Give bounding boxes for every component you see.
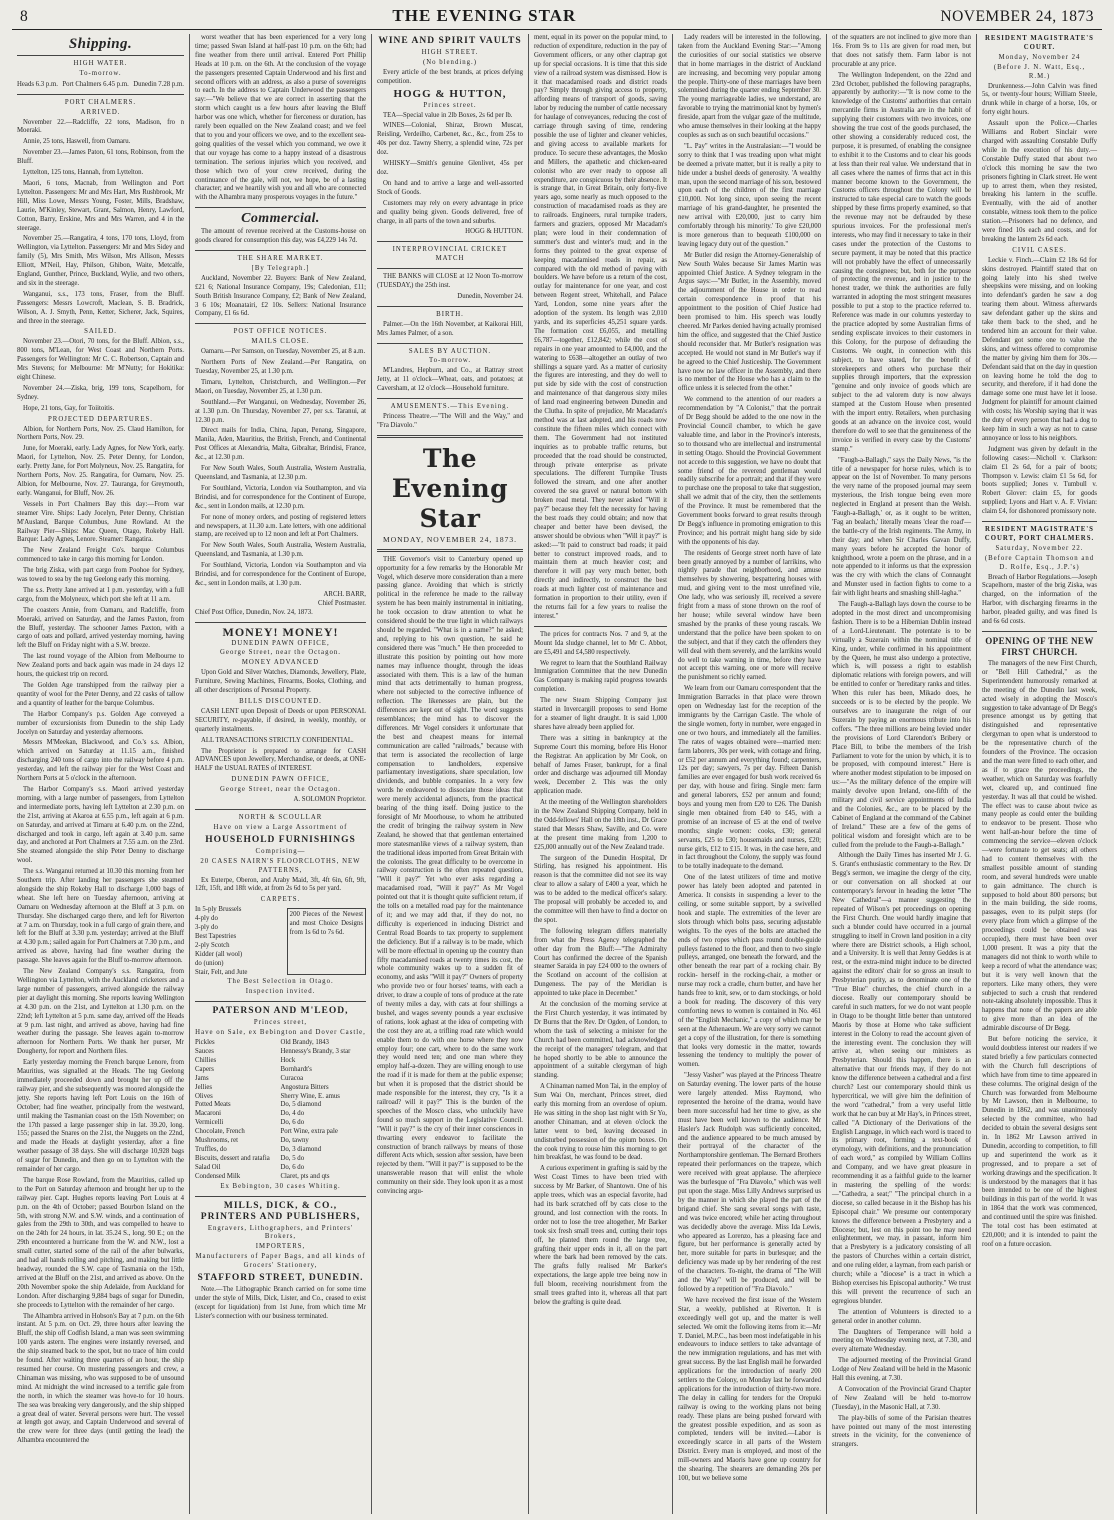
column-news-2 (672, 34, 826, 1514)
divider (377, 435, 523, 438)
church-heading: OPENING OF THE NEW FIRST CHURCH. (985, 636, 1094, 657)
news-paragraph: A curious experiment in grafting is said by the West Coast Times to have been tried with success by Mr Barker, of Shantown. One of his apple trees, which was an especial favorite, had had its bark scratched off by cats close to the ground, and lost connection with the roots. In order not to lose the tree altogether, Mr Barker took six fresh small trees and, cutting their tops off, he planted them round the large tree, grafting their upper ends in it, all on the part where the bark had been removed by the cats. The grafts fully realised Mr Barker's expectations, the large apple tree being now in full bloom, receiving nourishment from the small trees grafted into it, whereas all that part below the grafting is quite dead. (534, 1165, 667, 1306)
postmaster-signature: ARCH. BARR, (323, 590, 366, 598)
divider (982, 631, 1097, 632)
comprising-label: Comprising— (255, 847, 306, 855)
dateline: Dunedin, November 24. (457, 292, 523, 300)
article-paragraph: The coasters Annie, from Oamaru, and Radcliffe, from Moeraki, arrived on Saturday, and the James Paxton, from the Bluff, yesterday. The schooner James Paxton, with a cargo of oats and pollard, arrived yesterday morning, having left the Bluff on Friday night with a S.W. breeze. (17, 606, 184, 650)
tide-dunedin: Dunedin 7.28 p.m. (133, 80, 184, 88)
news-paragraph: The prices for contracts Nos. 7 and 9, at the Mount Ida sludge channel, let to Mr C. Abbot, are £5,491 and £4,580 respectively. (534, 630, 667, 656)
goods-item: Capers (195, 1065, 214, 1073)
article-paragraph: The New Zealand Freight Co's. barque Columbus commenced to take in cargo this morning for London. (17, 547, 184, 564)
carpet-item: Stair, Felt, and Jute (195, 968, 248, 976)
editorial-paragraph: ment, equal in its power on the popular mind, to reduction of expenditure, reduction in the pay of Government officers, or any other claptrap got up for special occasions. It is time that this side view of a railroad system was dismissed. How is it that macadamised roads and district roads pay? Simply through giving access to property, affording means of transport of goods, saving labor by reducing the number of cattle necessary for haulage of conveyances, reducing the cost of carriage through saving of time, rendering possible the use of lighter and cleaner vehicles, and giving access to available markets for produce. To secure these advantages, the Mosko and Millers, the apathetic and chicken-eared colonist who are ever ready to oppose all expenditure, are conspicuous by their absence. It is strange that, in Great Britain, only forty-five years ago, some nearly as much opposed to the construction of macadamised roads as they are to railroads. Engineers, rural turnpike traders, farmers and graziers, opposed Mr Macadam's plan; were loud in their condemnation of summer's dust and winter's mud; and in the forms they pointed to the great expense of keeping macadamised roads in repair, as compared with the old method of paving with boulders. We have before us a return of the cost, outlay for maintenance for one year, and cost between Regent street, Whitehall, and Palace Yard, London, some nine years after the adoption of the system. Its length was 2,010 yards, and its superficies 45,251 square yards. The formation cost £6,055, and metalling £6,787—together, £12,842; while the cost of repairs in one year amounted to £4,000, and the watering to £638—altogether an outlay of two shillings a square yard. As a matter of curiosity the figures are interesting, and they do well to put side by side with the cost of construction and maintenance of that dangerous sixty miles of land road engineering between Dunedin and the Clutha. In spite of prejudice, Mr Macadam's method was at last adopted, and his roads now constitute the fifteen miles which connect with them. The Government had not instituted inquiries as to probable traffic returns, but proceeded that the road should be constructed, through private enterprise as private speculations. The different Turnpike Trusts followed the stream, and one after another covered the sea gravel or natural bottom with broken road metal. They never asked "Will it pay?" because they felt the necessity for having the best roads they could obtain; and now that cheaper and better have been devised, the answer should be obvious when "Will it pay?" is asked:—"It paid to construct bad roads; it paid better to construct improved roads, and to maintain them at much heavier cost; and therefore it will pay very much better, both directly and indirectly, to construct the best roads at much lighter cost of maintenance and formation in proportion to their utility, even if the returns fail for a few years to realise the interest." (534, 34, 667, 620)
news-paragraph: We commend to the attention of our readers a recommendation by "A Colonist," that the portrait of Dr Begg should be added to the one now in the Provincial Council chamber, to which he gave valuable time, and labor in the Province's interests, so to thousand who are intellectual and instrumental in setting Otago. Should the Provincial Government not accede to this suggestion, we have no doubt that some friend of the reverend gentleman would readily subscribe for a portrait; and that if they were to purchase one the proposal to take that suggestion, shall we admit that of the city, then the settlements of the Province. It must be remembered that the Government books forward to great results through Dr Begg's influence in promoting emigration to this Province; and his portrait might hang side by side with the opponents of his day. (678, 396, 821, 546)
carpet-note: 200 Pieces of the Newest and most Choice Designs from 1s 6d to 7s 6d. (287, 908, 366, 975)
importers-label: IMPORTERS, (255, 1243, 306, 1251)
article-paragraph: The s.s. Pretty Jane arrived at 1 p.m. yesterday, with a full cargo, from the Molyneux, which port she left at 11 a.m. (17, 586, 184, 603)
no-blending-label: (No blending.) (422, 58, 478, 66)
share-market-sub: [By Telegraph.] (251, 264, 310, 272)
news-paragraph: We have received the first issue of the Western Star, a weekly, published at Riverton. It is exceedingly well got up, and the matter is well selected. We omit the following items from it:—Mr T. Daniel, M.P.C., has been most indefatigable in his endeavours to induce settlers to take advantage of the new immigration regulations, and has met with great success. By the last English mail he forwarded applications for the introduction of nearly 200 settlers to the Colony, on Monday last he forwarded applications for the introduction of thirty-two more. The delay in calling for tenders for the Orepuki railway is owing to the working plans not being ready. These plans are being pushed forward with the greatest possible expedition, and as soon as completed, tenders will be invited.—Labor is exceedingly scarce in all parts of the Western District. Every man is employed, and most of the mill-owners and Maoris have gone up country for the shearing. The shearers are demanding 20s per 100, but we believe some (678, 1296, 821, 1482)
article-paragraph: Wanganui, s.s., 173 tons, Fraser, from the Bluff. Passengers: Messrs Lowcroft, Maclean, S. B. Bradrick, Wilson, A. J. Smyth, Penn, Ketter, Sicherer, Jack, Squires, and three in the steerage. (17, 290, 184, 325)
article-paragraph: The Proprietor is prepared to arrange for CASH ADVANCES upon Jewellery, Merchandise, or deeds, at ONE-HALF the USUAL RATES of INTEREST. (195, 747, 366, 773)
high-water-heading: HIGH WATER. (73, 60, 128, 67)
arrived-heading: ARRIVED. (80, 108, 121, 116)
article-paragraph: Maori, 6 tons, Macnab, from Wellington and Port Lyttelton. Passengers: Mr and Mrs Hart, Mrs Rushbrook, Mr Hill, Miss Lowe, Messrs Young, Foster, Mills, Bradshaw, Laurie, M'Kinley, Stewart, Grant, Salmon, Henry, Lawford, Cotton, Barry, Erskine, Mrs and Mrs Warren, and 4 in the steerage. (17, 179, 184, 232)
goods-item: Bornhardt's (280, 1065, 312, 1073)
news-paragraph: Mr Butler did resign the Attorney-Generalship of New South Wales because Sir James Martin was appointed Chief Justice. A Sydney telegram in the Argus says:—"Mr Butler, in the Assembly, moved the adjournment of the House in order to read certain correspondence in proof that his appointment to the position of Chief Justice had been promised to him. His speech was loudly cheered. Mr Parkes denied having actually promised him the office, and suggested that the Chief Justice should reconsider that. Mr Butler's resignation was accepted. He would not stand in Mr Butler's way if he agreed to the Chief Justiceship. The Government have now no law officer in the Assembly, and there is no member of the House who has a claim to the office unless it is selected from the other." (678, 251, 821, 393)
article-paragraph: The Alhambra arrived in Hobson's Bay at 7 p.m. on the 6th instant. At 5 p.m. on Oct. 29, three hours after leaving the Bluff, the ship off Codfish Island, a man was seen swimming 100 yards astern. The engines were instantly reversed, and the ship steamed back to the spot, but no trace of him could be found. After waiting three quarters of an hour, the ship resumed her course. On mustering passengers and crew, a Chinaman was missing, who was supposed to be of unsound mind. At midnight the wind increased to a terrific gale from the north, in which the steamer was hove-to for 10 hours. The sea was breaking very dangerously, and the ship shipped a great deal of water. Several persons were hurt. The vessel at length got away, and Captain Underwood and several of the crew were for three days (until getting the lead) the Alhambra encountered the (17, 1312, 184, 1445)
article-paragraph: The amount of revenue received at the Customs-house on goods cleared for consumption this day, was £4,229 14s 7d. (195, 228, 366, 245)
article-paragraph: For none of money orders, and posting of registered letters and newspapers, at 11.30 a.m. Late letters, with one additional stamp, are received up to 12 noon and left at Port Chalmers. (195, 513, 366, 539)
issue-date: NOVEMBER 24, 1873 (940, 8, 1094, 25)
column-shipping (12, 34, 189, 1514)
article-paragraph: Northern Ports of New Zealand.—Per Rangatira, on Tuesday, November 25, at 1.30 p.m. (195, 359, 366, 375)
divider (195, 1001, 366, 1002)
article-paragraph: For New South Wales, South Australia, Western Australia, Queensland, and Tasmania, at 1.30 p.m. (195, 542, 366, 559)
goods-item: Salad Oil (195, 1163, 221, 1171)
article-paragraph: The New Zealand Company's s.s. Rangatira, from Wellington via Lyttelton, with the Auckland cricketers and a large number of passengers, arrived alongside the railway pier at daylight this morning. She reports leaving Wellington at 4.30 p.m. on the 21st, and Lyttelton at 1.30 p.m. on the 22nd; left Lyttelton at 5 p.m. same day, arrived off the Heads at 9 p.m. last night, and arrived as above, having had fine weather during the passage. She leaves again to-morrow afternoon for Northern Ports. We thank her purser, Mr Dougherty, for report and Northern files. (17, 968, 184, 1056)
court-paragraph: Leckie v. Finch.—Claim £2 18s 6d for skins destroyed. Plaintiff stated that on going lately into his shed twelve sheepskins were missing, and on looking into defendant's garden he saw a dog tearing them about. Witness afterwards saw defendant gather up the skins and take them back to the shed, and he tendered him an account for their value. Defendant got some one to value the skins, and witness offered to compromise the matter by giving him them for 30s.—Defendant said that on the day in question on leaving home he told the dog to security, and therefore, if it had done the damage some one must have let it loose. Judgment for plaintiff for amount claimed with costs; his Worship saying that it was the duty of every person that had a dog to keep him in such a way as not to cause annoyance or loss to his neighbors. (982, 256, 1097, 442)
high-street-label: HIGH STREET. (421, 49, 479, 56)
news-paragraph: The play-bills of some of the Parisian theatres have pointed out many of the most interesting streets in the vicinity, for the convenience of strangers. (832, 1414, 971, 1449)
article-paragraph: Lyttelton, 125 tons, Hannah, from Lyttelton. (23, 169, 144, 177)
news-paragraph: The Wellington Independent, on the 22nd and 23rd October, published the following paragraphs, apparently by authority:—"It is now come to the knowledge of the Customs' authorities that certain mercantile firms in Australia are in the habit of supplying their customers with two invoices, one showing the true cost of the goods purchased, the other showing a considerably reduced cost, the purpose, it is presumed, of enabling the consignee to exhibit it to the Customs and to clear his goods at less than their real value. We understand that in all cases where the names of firms that act in this manner become known to the Government, the Customs officers throughout the Colony will be instructed to take especial care to watch the goods shipped by these firms properly examined, so that the revenue may not be defrauded by these spurious invoices. For the professional men's interests, who may find it necessary to take in their cases under the protection of the Customs to secure payment, it may be noted that this practice will not probably have the effect of unnecessarily causing the consignees; but, both for the purpose of protecting the revenue, and in justice to the honest trader, we think the authorities are fully warranted in adopting the most stringent measures possible to put a stop to the practice referred to. Reference was made in our columns yesterday to the practice adopted by some Australian firms of sending expliscate invoices to their customers in this Colony, for the purpose of defrauding the Customs. We ought, in connection with this subject, to have stated, for the benefit of storekeepers and others who purchase their supplies through importers, that the expression "genuine and only invoice of goods which are subject to the ad valorem duty is now always stamped at the Custom House when presented with the import entry. Retailers, when purchasing goods at an advance on the invoice cost, would therefore do well to see that the genuineness of the invoice is verified in every case by the Customs' stamp." (832, 71, 971, 453)
goods-item: Port Wine, extra pale (280, 1128, 338, 1136)
news-paragraph: A Chinaman named Mon Tai, in the employ of Sum Wai On, merchant, Princes street, died early this morning from an overdose of opium. He was sitting in the shop last night with Sr Yo, another Chinaman, and at eleven o'clock the latter went to bed, leaving deceased in undisturbed possession of the opium boxes. On the cook trying to rouse him this morning to get him breakfast, he was found to be dead. (534, 1083, 667, 1162)
church-paragraph: The managers of the new First Church, or "Bell Hill Cathedral," as the Superintendent humorously remarked at the meeting of the Dunedin last week, acted wisely in adopting the Mosco's suggestion to take advantage of Dr Begg's presence amongst us by getting that distinguished and representative clergyman to open what is understood to be the representative church of the founders of the Province. The occasion and the man were fitted to each other, and as if to grace the proceedings, the weather, which on Saturday was fearfully wet, cleared up, and continued fine yesterday. It was all that could be wished. The effect was to cause about twice as many people as could enter the building to endeavor to be present. Those who went half-an-hour before the time of commencing the service—eleven o'clock—were fortunate to get seats; all others had to content themselves with the smallest possible amount of standing room, and several hundreds were unable to gain admittance. The church is supposed to hold about 800 persons; but in the main building, the side rooms, passages, even to its pulpit steps (for every place from which a glimpse of the proceedings could be obtained was occupied), there must have been over 1,000 present. It was a pity that the managers did not think to worth while to keep a record of what the attendance was; but it is very well known that the reporters. Like many others, they were subjected to such a crush that rendered note-taking absolutely impossible. Thus it happens that none of the papers are able to give more than an idea of the admirable discourse of Dr Begg. (982, 660, 1097, 1033)
divider (195, 622, 366, 623)
carpet-list (195, 906, 366, 977)
court-before: (Before J. N. Watt, Esq., R.M.) (993, 63, 1086, 80)
pawn-office-address: George Street, near the Octagon. (220, 649, 341, 657)
article-paragraph: On hand and to arrive a large and well-assorted Stock of Goods. (377, 179, 523, 196)
amusements-heading: AMUSEMENTS.—This Evening. (390, 403, 510, 411)
article-paragraph: Vessels in Port Chalmers Bay this day:—From war steamer Vire. Ships: Lady Jocelyn, Peter Denny, Christian M'Ausland, Barque Columbus, June Rowland. At the Railway Pier—Ships: Mac Queen, Otago, Rokeby Hall. Barque: Lady Agnes, Lenore. Steamer: Rangatira. (17, 500, 184, 544)
divider (377, 306, 523, 307)
news-paragraph: Although the Daily Times has inserted Mr J. G. S. Grant's enthusiastic commentary to the Rev. Dr Begg's sermon, we imagine the clergy of the city, or our conversation on all shocked at our contemporary's fervour in heading the letter "The New Cathedral"—a manner suggesting the repeated of Wilson's pet proceedings on opening the First Church. One would hardly imagine that such a blunder could have occurred in a journal struggling to itself in Crown land position in a city where there are District schools, a High school, and a University. It is well that Jenny Geddes is at rest, or the extra-mind might induce to be directed against the editors' chair for so gross an insult to Presbyterian purity, as to denominate one of the "True Blue" churches, the chief church in a diocese. Really our contemporary should be careful in such matters, for we do not want people in Otago to be thought little better than untutored Maoris by those at Home who take sufficient interest in the Colony to read the account given of the interesting event. The conclusion they will arrive at, when seeing our ministers as Presbyterian. Should this happen, there is an alternative that our friends may, if they do not know the difference between a cathedral and a first church? Lest our contemporary should think us hypercritical, we will give him the definition of the word "cathedral," from a very useful little work that he can buy at Mr Hay's, in Princes street, called "A Dictionary of the Derivations of the English Language, in which each word is traced to its primary root, forming a text-book of etymology, with definitions, and the pronunciation of each word," as compiled by William Collins and Company, and we have great pleasure in recommending it as a faithful guide to the learner in mastering the spelling of the words:—"Cathedra, a seat;" "The principal church in a diocese, so called because in it the Bishop has his Episcopal chair." We presume our contemporary knows the difference between a Presbytery and a Diocese; but, lest on this point too he may need enlightenment, we may, in passant, inform him that a Presbytery is a judicatory consisting of all the pastors of Churches within a certain district, and one ruling elder, a layman, from each parish or church; while a "diocese" is a tract in which a Bishop exercises his Episcopal authority." We trust this will prevent the recurrence of such an egregious blunder. (832, 852, 972, 1305)
carpet-item: 3-ply do (195, 924, 218, 932)
news-paragraph: We regret to learn that the Southland Railway Immigration Committee that the new Dunedin Gas Company is making rapid progress towards completion. (534, 659, 667, 694)
column-courts (976, 34, 1102, 1514)
paterson-sale-line: Have on Sale, ex Bebington and Dover Castle, (195, 1029, 366, 1037)
projected-heading: PROJECTED DEPARTURES. (48, 415, 153, 423)
news-paragraph: The attention of Volunteers is directed to a general order in another column. (832, 1308, 971, 1325)
divider (534, 626, 667, 627)
article-paragraph: THE BANKS will CLOSE at 12 Noon To-morrow (TUESDAY,) the 25th inst. (377, 273, 523, 290)
divider (195, 809, 366, 810)
money-ad-heading: MONEY! MONEY! (222, 624, 339, 639)
carpets-heading: CARPETS. (260, 896, 301, 904)
goods-item: Old Brandy, 1843 (280, 1039, 329, 1047)
news-paragraph: The surgeon of the Dunedin Hospital, Dr Stirling, has resigned his appointment. His reason is that the committee did not see its way clear to allow a salary of £400 a year, which he was to be added to the medical officer's salary. The proposal will probably be acceded to, and the committee will then have to find a doctor on the spot. (534, 854, 667, 924)
goods-item: Potted Meats (195, 1101, 231, 1109)
news-paragraph: The new Steam Shipping Company just started in Invercargill proposes to send Home for a steamer of light draught. It is said 1,000 shares have already been applied for. (534, 697, 667, 731)
goods-item: Mushrooms, ret (195, 1137, 239, 1145)
goods-item: Sauces (195, 1048, 214, 1055)
article-paragraph: For Southland, Victoria, London via Southampton, and via Brindisi, and for correspondence for the Continent of Europe, &c., sent in London mails, at 12.30 p.m. (195, 484, 366, 510)
news-paragraph: There was a sitting in bankruptcy at the Supreme Court this morning, before His Honor the Registrar. An application by Mr Cook, on behalf of James Fraser, bankrupt, for a final order and discharge was adjourned till Monday week, December 2. This was the only application made. (534, 734, 667, 796)
article-paragraph: ALL TRANSACTIONS STRICTLY CONFIDENTIAL. (201, 736, 354, 744)
news-paragraph: The residents of George street north have of late been greatly annoyed by a number of larrikins, who nightly parade that neighborhood, and amuse themselves by showering, bespattering houses with mud, and giving vent to the most unrefined vile, One lady, who was seriously ill, received a severe fright from a mass of stone thrown on the roof of her house; while several window have been smashed by the pranks of these young rascals. We understand that the police have been spoken to on the subject, and that if they catch the offenders they will deal with them severely, and the larrikins would do well to take warning in time, before they have not accept this warning, one or more will receive the punishment so richly earned. (678, 549, 821, 682)
sailed-heading: SAILED. (84, 328, 117, 336)
court-heading: RESIDENT MAGISTRATE'S COURT, PORT CHALMERS. (984, 526, 1095, 542)
newspaper-title: THE EVENING STAR (392, 6, 577, 25)
article-paragraph: Note.—The Lithographic Branch carried on for some time under the style of Mills, Dick, Lister, and Co., ceased to exist (except for liquidation) from 1st June, from which time Mr Lister's connection with our business terminated. (195, 1286, 366, 1320)
civil-cases-heading: CIVIL CASES. (1012, 246, 1067, 254)
article-paragraph: Annie, 25 tons, Haswell, from Oamaru. (23, 138, 131, 146)
divider (195, 1196, 366, 1197)
birth-heading: BIRTH. (436, 310, 464, 318)
tomorrow-label: To-morrow. (79, 69, 122, 77)
port-heading: PORT CHALMERS. (64, 98, 137, 106)
article-paragraph: Auckland, November 22. Buyers: Bank of New Zealand, £21 6; National Insurance Company, 19s; Caledonian, £11; South British Insurance Company, £2; Bank of New Zealand, 3 6 10s; Moanatairi, £2 10s. Sellers: National Insurance Company, £1 6s 6d. (195, 274, 366, 318)
goods-item: Do, 3 diamond (280, 1145, 322, 1153)
article-paragraph: For Southland, Victoria, London via Southampton and via Brindisi, and for correspondence for the Continent of Europe, &c., sent in London mails, at 1.30 p.m. (195, 562, 366, 587)
court-paragraph: Drunkenness.—John Calvin was fined 5s, or twenty-four hours; William Steele, drunk while in charge of a horse, 10s, or forty eight hours. (982, 82, 1097, 117)
goods-item: Chillies (195, 1056, 217, 1064)
news-paragraph: "L. Pay" writes in the Australasian:—"I would be sorry to think that I was treading upon what might be deemed a private matter, but it is really a pity to hide under a bushel deeds of generosity. 'A wealthy man, upon the second marriage of his son, bestowed upon each of the children of the first marriage £10,000. Not long since, upon seeing the recent marriage of his grand-daughter, he presented the new arrival with £20,000, just to carry him comfortably through his minority.' To give £20,000 is more generous than to bequeath £100,000 on leaving legacy duty out of the question." (678, 142, 821, 248)
goods-left (195, 1039, 281, 1182)
article-paragraph: Princess Theatre.—"The Will and the Way," and "Fra Diavolo." (377, 413, 523, 429)
household-heading: HOUSEHOLD FURNISHINGS (205, 834, 356, 845)
goods-item: Claret, pts and qts (280, 1172, 330, 1180)
article-paragraph: WINES—Colonial, Shiraz, Brown Muscat, Reisling, Verdeilho, Carbenet, &c., &c., from 25s to 40s per doz. Tawny Sherry, a splendid wine, 72s per doz. (377, 122, 523, 157)
postmaster-title: Chief Postmaster. (318, 599, 366, 607)
goods-item: Curacoa (280, 1074, 304, 1082)
pawn-office-address: George Street, near the Octagon. (220, 786, 341, 794)
article-paragraph: Customers may rely on every advantage in price and quality being given. Goods delivered, free of charge, in all parts of the town and suburbs. (377, 199, 523, 225)
court-paragraph: Breach of Harbor Regulations.—Joseph Scapelhorn, master of the brig Ziska, was charged, on the information of the Harbor, with discharging firearms in the harbor, pleaded guilty, and was fined 1s and 6s 6d costs. (982, 573, 1097, 626)
mills-dick-heading: MILLS, DICK, & CO., PRINTERS AND PUBLISHERS, (200, 1200, 361, 1222)
mails-close-heading: MAILS CLOSE. (251, 338, 310, 346)
article-paragraph: M'Landres, Hepburn, and Co., at Rattray street Jetty, at 11 o'clock—Wheat, oats, and potatoes; at Caversham, at 12 o'clock—Household furniture. (377, 367, 523, 393)
paterson-address: Princes street, (253, 1019, 308, 1027)
article-paragraph: The Harbor Company's s.s. Maori arrived yesterday morning, with a large number of passengers, from Lyttelton and intermediate ports, having left Lyttelton at 2.30 p.m. on the 21st, arriving at Akaroa at 6.55 p.m., left again at 6 p.m. on Saturday, and arrived at Timaru at 6.40 p.m. on the 22nd, discharged and took in cargo, left again at 3.40 p.m. same day, and anchored at Port Chalmers at 7.55 a.m. on the 23rd. She steamed alongside the ship Peter Denny to discharge wool. (17, 785, 184, 865)
hogg-hutton-signature: HOGG & HUTTON. (465, 228, 523, 236)
tide-port-chalmers: Port Chalmers 6.45 p.m. (62, 80, 129, 88)
divider (195, 250, 366, 251)
article-paragraph: Oamaru.—Per Samson, on Tuesday, November 25, at 8 a.m. (201, 348, 366, 356)
column-news-3 (826, 34, 976, 1514)
article-paragraph: Messrs M'Meekan, Blackwood, and Co.'s s.s. Albion, which arrived on Saturday at 11.15 a.m., finished discharging 240 tons of cargo into the railway before 4 p.m. yesterday, and left the railway pier for the West Coast and Northern Ports at 5 o'clock in the afternoon. (17, 739, 184, 783)
north-scoullar-name: NORTH & SCOULLAR (238, 813, 323, 821)
page-number: 8 (20, 8, 29, 25)
sales-heading: SALES BY AUCTION. (408, 347, 492, 355)
cricket-match-heading: INTERPROVINCIAL CRICKET MATCH (392, 246, 508, 263)
goods-item: Olives (195, 1092, 213, 1100)
goods-item: Do, 4 do (280, 1110, 305, 1118)
divider (377, 268, 523, 269)
court-day: Monday, November 24 (998, 53, 1081, 61)
editorial-paragraph: THE Governor's visit to Canterbury opened up opportunity for a few remarks by the Honorable Mr Vogel, which deserve more consideration than a mere passing glance. Avoiding that which is strictly political in the reference he made to the railway system he has been mainly instrumental in initiating, he took occasion to draw attention to what he considered should be the true light in which railways should be regarded. "What is in a name?" he asked; and, replying to his own question, he said he considered there was "much." He then proceeded to illustrate this position by pointing out how more names may influence thought, through the ideas associated with them. This is a law of the human mind that acts detrimentally to human progress, where not subjected to the corrective influence of reflection. The likenesses are plain, but the differences are kept out of sight. The word suggests resemblances; the mind has to discover the differences. Mr Vogel considers it unfortunate that the best and cheapest means for internal communication are called "railroads," because with that term is associated the recollection of large compensation to landholders, expensive parliamentary investigations, share speculation, low dividends, and bubble companies. In a very few words he endeavored to dissociate those ideas that were merely accidental adjuncts, from the practical bearing of the thing itself. Doing justice to the foresight of Mr Moorhouse, to whom he attributed the credit of bringing the railway system in New Zealand, he showed that that gentleman entertained more statesmanlike views of a railway system, than the traditional ideas imported from Great Britain with the colonists. The great difficulty to be overcome in railway construction is the often repeated question, "Will it pay?" Yet who ever asks regarding a macadamised road, "Will it pay?" As Mr Vogel pointed out that it is thought quite sufficient return, if the tolls on a metalled road pay for the maintenance of it; and we may add that, if they do not, no difficulty is experienced in inducing District and Central Road Boards to tax property to supplement the deficiency. But if a railway is to be made, which will be more effectual in opening up the country than fifty macadamised roads at twenty times its cost, the whole community wakes up to a sudden fit of economy, and asks "Will it pay?" Owners of property who provide two or four horses' teams, with each a driver, to draw a couple of tons of produce at the rate of twenty miles a day, with cats at four shillings a bushel, and wages seventy pounds a year exclusive of rations, look aghast at the idea of competing with the cost they are at, a trifling road rate which would enable them to do with one horse where they now employ four; one cart, where to do the same work they would need ten; and one man where they employ half-a-dozen. They are willing enough to use the road if it is made for them at the public expense; but when it is proposed that the district should be made responsible for the interest, they cry, "Is it a railroad? will it pay?" This is the burden of the speeches of the Mosco class, who unluckily have found so much support in the Legislative Council. "Will it pay?" is the cry of their inner consciences in thwarting every endeavor to facilitate the construction of branch railways by means of those different Acts which, session after session, have been rejected by them. "Will it pay?" is supposed to be the unanswerable reason that will enlist the whole community on their side. They look upon it as a most convincing argu- (377, 555, 523, 1196)
news-paragraph: A Convocation of the Provincial Grand Chapter of New Zealand will be held to-morrow (Tuesday), in the Masonic Hall, at 7.30. (832, 1385, 971, 1411)
article-paragraph: For New South Wales, South Australia, Western Australia, Queensland, and Tasmania, at 12.30 p.m. (195, 465, 366, 481)
mills-dick-manufacturers: Manufacturers of Paper Bags, and all kinds of Grocers' Stationery, (195, 1253, 366, 1270)
article-paragraph: Early yesterday morning the French barque Lenore, from Mauritius, was signalled at the Heads. The tug Geelong immediately proceeded down and brought her up off the railway pier, and she subsequently was moored alongside the jetty. She reports having left Port Louis on the 16th of October; had fine weather, principally from the westward, until making the Tasmanian coast on the 15th November; on the 17th passed a large passenger ship in lat. 39.20, long. 155; passed the Snares on the 21st, the Nuggets on the 22nd, and made the Heads at daylight yesterday, after a fine weather passage of 38 days. She will discharge 10,928 bags of sugar for Dunedin, and then go on to Lyttelton with the remainder of her cargo. (17, 1059, 184, 1174)
share-market-heading: THE SHARE MARKET. (237, 255, 324, 263)
divider (377, 343, 523, 344)
divider (377, 241, 523, 242)
goods-item: Vermicelli (195, 1119, 224, 1127)
floorcloths-line: 20 CASES NAIRN'S FLOORCLOTHS, NEW PATTERNS, (200, 857, 361, 874)
article-paragraph: November 23.—Otori, 70 tons, for the Bluff. Albion, s.s., 800 tons, M'Lean, for West Coast and Northern Ports. Passengers for Wellington: Mr C. C. Robertson, Captain and Mrs Stevens; for Melbourne: Mr M'Nutty; for Hokitika: eight Chinese. (17, 338, 184, 381)
article-paragraph: Palmer.—On the 16th November, at Kaikorai Hill, Mrs James Palmer, of a son. (377, 320, 523, 337)
tide-table (17, 81, 184, 90)
court-heading: RESIDENT MAGISTRATE'S COURT. (985, 35, 1094, 51)
editorial-masthead-date: MONDAY, NOVEMBER 24, 1873. (383, 534, 517, 544)
inspection-line: Inspection invited. (245, 988, 316, 996)
wine-vaults-heading: WINE AND SPIRIT VAULTS (378, 36, 522, 46)
news-paragraph: of the squatters are not inclined to give more than 16s. From 9s to 11s are given for road men, but that does not satisfy them. Farm labor is not procurable at any price. (832, 34, 971, 68)
article-paragraph: Direct mails for India, China, Japan, Penang, Singapore, Manila, Aden, Mauritius, the British, French, and Continental Post Offices at Alexandria, Malta, Gibraltar, Brindisi, France, &c., at 12.30 p.m. (195, 427, 366, 462)
proprietor-name: A. SOLOMON Proprietor. (293, 796, 366, 804)
news-paragraph: The Daughters of Temperance will hold a meeting on Wednesday evening next, at 7.30, and every alternate Wednesday. (832, 1328, 971, 1354)
goods-item: Do, 5 diamond (280, 1101, 322, 1109)
news-paragraph: One of the latest utilizers of time and motive power has lately been adopted and patented in America. It consists in suspending a lever to the ceiling, or some suitable support, by a swivelled hook and staple. The extremities of the lever are slots through which bolts pass, securing adjustable weights. To the eyes of the bolts are attached the ends of two ropes which pass round double-guide pulleys fastened to the floor, and then to two single pulleys, arranged, one beneath the forward, and the other beneath the rear part of a rocking chair. By rockin- herself in the rocking-chair, a mother or nurse may rock a cradle, churn butter, and have her hands free to knit, sew, or to darn stockings, or hold a book for reading. The discovery of this very comforting news to women is contained in No. 461 of the "English Mechanic," a copy of which may be seen at the Athenaeum. We are very sorry we cannot get a copy of the illustration, for there is something that looks very domestic in the matter, towards lessening the tendency to multiply the power of women. (678, 874, 821, 1069)
bills-discounted-label: BILLS DISCOUNTED. (239, 698, 322, 705)
goods-item: Jams (195, 1074, 209, 1082)
carpet-item: Best Tapestries (195, 932, 237, 940)
article-paragraph: November 24.—Ziska, brig, 199 tons, Scapelhorn, for Sydney. (17, 384, 184, 401)
article-paragraph: The last round voyage of the Albion from Melbourne to New Zealand ports and back again was made in 24 days 12 hours, the quickest trip on record. (17, 653, 184, 679)
divider (17, 94, 184, 95)
article-paragraph: November 23.—James Paton, 61 tons, Robinson, from the Bluff. (17, 149, 184, 166)
court-paragraph: Judgment was given by default in the following cases:—Nicholl v. Clarkson: claim £1 2s 6d, for a pair of boots; Thompson v. Lewis: claim £1 5s 6d, for boots supplied; Jones v. Tumbull v. Robert Glover: claim £5, for goods supplied; Lyons and Hart v. A. F. Vivian: claim £4, for dishonored promissory note. (982, 445, 1097, 516)
article-paragraph: CASH LENT upon Deposit of Deeds or upon PERSONAL SECURITY, re-payable, if desired, in weekly, monthly, or quarterly instalments. (195, 707, 366, 733)
goods-item: Macaroni (195, 1110, 222, 1118)
article-paragraph: Albion, for Northern Ports, Nov. 25. Claud Hamilton, for Northern Ports, Nov. 29. (17, 425, 184, 442)
column-news-1 (528, 34, 672, 1514)
news-paragraph: At the meeting of the Wellington shareholders in the New Zealand Shipping Company, held in the Odd-fellows' Hall on the 18th inst., Dr Grace stated that Messrs Shaw, Saville, and Co. were at the present time making from 1,200 to £25,000 annually out of the New Zealand trade. (534, 799, 667, 851)
article-paragraph: worst weather that has been experienced for a very long time; passed Swan Island at half-past 10 p.m. on the 6th; had fine weather from there until arrival. Entered Port Phillip Heads at 10 p.m. on the 6th. At the conclusion of the voyage the passengers presented Captain Underwood and his first and second officers with an address, as also a purse of sovereigns to each. In the address to Captain Underwood the passengers say:—"We believe that we are correct in asserting that the storm which caught us a few hours after leaving the Bluff harbor was one which, whether for fierceness or duration, has rarely been equalled on the New Zealand coast; and we feel that to you and your officers we owe, and to the excellent sea-going qualities of the vessel which you command, we owe it that our voyage has come to a happy instead of a disastrous termination. The serious injuries which you received, and those which two of your crew received, during the continuance of the gale, will not, we hope, be of a lasting character; and we heartily wish you and all who are connected with the Alhambra many prosperous voyages in the future." (195, 34, 366, 202)
post-office-heading: POST OFFICE NOTICES. (233, 328, 328, 336)
article-paragraph: WHISKY—Smith's genuine Glenlivet, 45s per doz. (377, 160, 523, 176)
editorial-masthead (377, 444, 523, 545)
mills-dick-trades: Engravers, Lithographers, and Printers' Brokers, (207, 1224, 354, 1241)
goods-item: Sherry Wine, E. amus (280, 1092, 340, 1100)
divider (982, 521, 1097, 522)
divider (17, 55, 184, 56)
news-paragraph: We learn from our Oamaru correspondent that the Immigration Barracks in that place were thrown open on Wednesday last for the reception of the immigrants by the Carrigan Castle. The whole of the single women, forty in number, were engaged in one or two hours, and immediately all the families. The rates of wages obtained were—married men: farm laborers, 30s per week, with cottage and firing, or £52 per annum and everything found; carpenters, 12s per day; sawyers, 7s per day. Fifteen Danish families are ever engaged for bush work received 6s per day, with house and firing. Single men: farm and general laborers, £52 per annum and found; boys and young men from £20 to £26. The Danish single men obtained from £40 to £45, with a promise of an increase of £5 at the end of twelve months; single women: cooks, £30; general servants, £25 to £30; housemaids and nurses, £20; nurse girls, £12 to £15. It was, in the case here, and in fact throughout the Colony, the supply was found to be totally inadequate to the demand. (678, 685, 821, 871)
article-paragraph: Hope, 21 tons, Gay, for Toiitoitis. (23, 404, 115, 412)
shipping-heading: Shipping. (68, 36, 133, 52)
carpet-items (195, 906, 287, 977)
news-paragraph: "Faugh-a-Ballagh," says the Daily News, "is the title of a newspaper for horse rules, which is to appear on the 1st of November. To many persons the very name of the proposed journal may seem mysterious, the Irish tongue being even more neglected in England at present than the Welsh. 'Faugh-a-Ballagh,' or, as it ought to be written, 'Fag an bealach,' literally means 'clear the road'—the battle-cry of the Irish regiments. The Army, in their day; and when Sir Charles Gavan Duffy, many years before he accepted the honor of knighthood, wrote a poem on the phrase, and in a note appended to it informs us that the expression was the cry with which the clans of Connaught and Munster used in faction fights to come to a fair with light hearts and smashing shill-lagha." (832, 456, 971, 598)
court-day: Saturday, November 22. (995, 544, 1084, 552)
divider (377, 549, 523, 552)
goods-item: Pickles (195, 1039, 215, 1047)
goods-item: Hock (280, 1056, 296, 1064)
stafford-street: STAFFORD STREET, DUNEDIN. (197, 1273, 364, 1284)
news-paragraph: The adjourned meeting of the Provincial Grand Lodge of New Zealand will be held in the Masonic Hall this evening, at 7.30. (832, 1357, 971, 1383)
tomorrow-label: To-morrow. (428, 357, 472, 365)
article-paragraph: The s.s. Wanganui returned at 10.30 this morning from her Southern trip. After landing her passengers she steamed alongside the ship Rokeby Hall to discharge 1,000 bags of wheat. She left here on Tuesday afternoon, arriving at Oamaru on Wednesday afternoon at the Bluff at 3 p.m. on Thursday. She discharged cargo there, and left for Riverton at 7 a.m. on Thursday, took in a full cargo of grain there, and left for the Bluff at 3.30 p.m. yesterday; arrived at the Bluff at 4.30 p.m.; sailed again for Port Chalmers at 7.30 p.m., and arrived as above, having had fine weather during the passage. She leaves again for the Bluff to-morrow afternoon. (17, 868, 184, 965)
divider (377, 398, 523, 399)
goods-item: Hennessy's Brandy, 3 star (280, 1048, 351, 1055)
carpet-item: In 5-ply Brussels (195, 906, 242, 914)
hogg-hutton-address: Princes street. (423, 101, 477, 109)
goods-item: Do, 5 do (280, 1154, 305, 1162)
article-paragraph: Ex Euterpe, Oberon, and Araby Maid, 3ft, 4ft 6in, 6ft, 9ft, 12ft, 15ft, and 18ft wide, at from 2s 6d to 5s per yard. (195, 876, 366, 893)
court-before: (Before Captain Thomson and D. Rolfe, Esq., J.P.'s) (984, 554, 1095, 571)
carpet-item: 4-ply do (195, 915, 218, 923)
columns (12, 34, 1102, 1514)
goods-item: Angostura Bitters (280, 1083, 329, 1091)
assortment-line: Have on view a Large Assortment of (213, 823, 348, 831)
carpet-item: do (union) (195, 959, 224, 967)
news-paragraph: "Jessy Vasher" was played at the Princess Theatre on Saturday evening. The lower parts of the house were largely attended. Miss Raymond, who represented the heroine of the drama, would have been more successful had her time to give, as she must have been well known to the audience. Mr Hasler's Jack Rudolph was sufficiently conceited, and the audience appeared to be much amused by their portrayal of the character of the Northamptonshire gentleman. The Bernard Brothers repeated their performances on the trapeze, which were received with great applause. The afterpiece was the burlesque of "Fra Diavolo," which was well put upon the stage. Miss Lilly Andrews surprised us by the manner in which she played the part of the brigand chief. She sang several songs with taste, and was twice encored; while her acting throughout was decidedly above the average. Miss Ida Lewis, who appeared as Lorenzo, has a pleasing face and figure, but her performance is generally acted by her, more suitable for parts in burlesque; and the deficiency was made up by her rendering of the rest of the characters. To-night, the drama of "The Will and the Way" will be produced, and will be followed by a repetition of "Fra Diavolo." (678, 1072, 821, 1293)
article-paragraph: Southland.—Per Wanganui, on Wednesday, November 26, at 1.30 p.m. On Thursday, November 27, per s.s. Taranui, at 12.30 p.m. (195, 398, 366, 424)
goods-item: Chocolate, French (195, 1128, 245, 1136)
article-paragraph: November 22.—Radcliffe, 22 tons, Madison, fro n Moeraki. (17, 118, 184, 135)
article-paragraph: Timaru, Lyttelton, Christchurch, and Wellington.—Per Maori, on Tuesday, November 25, at 1.30 p.m. (195, 378, 366, 395)
goods-item: Do, tawny (280, 1137, 309, 1145)
article-paragraph: The Harbor Company's p.s. Golden Age conveyed a number of excursionists from Dunedin to the ship Lady Jocelyn on Saturday and yesterday afternoons. (17, 710, 184, 736)
hogg-hutton-heading: HOGG & HUTTON, (393, 87, 507, 100)
divider (195, 323, 366, 324)
best-selection-line: The Best Selection in Otago. (227, 978, 334, 986)
church-paragraph: But before noticing the service, it would doubtless interest our readers if we stated briefly a few particulars connected with the Church full descriptions of which have from time to time appeared in these columns. The original design of the Church was forwarded from Melbourne by Mr Lawson, then in Melbourne, to Dunedin in 1862, and was unanimously selected by the committee, who had decided to obtain the several designs sent in. In 1862 Mr Lawson arrived in Dunedin, according to competition, to fill up and superintend the work as it progressed, and to prepare a set of working drawings and the specification. It is understood by the managers that it has been intended to be one of the highest buildings in this part of the world. It was in 1864 that the work was commenced, and continued until the spire was finished. The total cost has been estimated at £20,000; and it is intended to paint the roof on a future occasion. (982, 1036, 1097, 1248)
goods-item: Truffles, do (195, 1145, 227, 1153)
goods-item: Jellies (195, 1083, 212, 1091)
article-paragraph: The barque Rose Rowland, from the Mauritius, called up to the Port on Saturday afternoon and brought her up to the railway pier. Capt. Hughes reports leaving Port Louis at 4 p.m. on the 4th of October; passed Bourbon Island on the 5th, with strong N.W. and S.W. winds, and a continuation of gales from the 29th to 30th, and was compelled to heave to on the 24th for 24 hours, in lat. 35.24 S., long. 90 E.; on the 29th encountered a hurricane from the W. and N.W., lost a small cutter, started some of the rail of the after bulwarks, and had all hands rolling and pitching, and making but little headway, rounded the S.W. cape of Tasmania on the 15th, arrived at the Bluff on the 21st, and arrived as above. On the 20th November spoke the ship Adelaide, from Auckland for London. After discharging 9,884 bags of sugar for Dunedin, she proceeds to Lyttelton with the remainder of her cargo. (17, 1176, 184, 1309)
article-paragraph: November 25.—Rangatira, 4 tons, 170 tons, Lloyd, from Wellington, via Lyttelton. Passengers: Mr and Mrs Sidey and family (5), Mrs Smith, Mrs Wilson, Mrs Allison, Messrs Elliott, M'Neil, Hay, Philson, Ghibon, Waite, Metcalfe, England, Gunther, Prince, Buckland, Wylie, and two others, and six in the steerage. (17, 235, 184, 287)
pawn-office-name: DUNEDIN PAWN OFFICE, (231, 776, 330, 784)
news-paragraph: At the conclusion of the morning service at the First Church yesterday, it was intimated by Dr Burns that the Rev. Dr Ogden, of London, to whom the task of selecting a minister for the Church had been committed, had acknowledged the receipt of the managers' telegram, and that he hoped shortly to be able to announce the appointment of a suitable clergyman of high standing. (534, 1001, 667, 1080)
court-paragraph: Assault upon the Police.—Charles Williams and Robert Sinclair were charged with assaulting Constable Duffy while in the execution of his duty.—Constable Duffy stated that about two o'clock this morning he saw the two prisoners fighting in Clark street. He went up to arrest them, when they resisted, breaking his lantern in the scuffle. Eventually, with the aid of another constable, witness took them to the police station.—Prisoners had no defence, and were fined 10s each and costs, and for breaking the lantern 2s 6d each. (982, 120, 1097, 243)
article-paragraph: The Golden Age transhipped from the railway pier a quantity of wool for the Peter Denny, and 22 casks of tallow and a quantity of leather for the barque Columbus. (17, 682, 184, 707)
commercial-heading: Commercial. (241, 211, 320, 227)
column-commercial (189, 34, 371, 1514)
goods-item: Do, 6 do (280, 1119, 305, 1127)
editorial-masthead-title: The Evening Star (391, 443, 509, 533)
carpet-item: 2-ply Scotch (195, 941, 230, 949)
goods-right (281, 1039, 367, 1182)
goods-item: Do, 6 do (280, 1163, 305, 1171)
pawn-office-name: DUNEDIN PAWN OFFICE, (231, 639, 330, 647)
divider (195, 207, 366, 208)
goods-list (195, 1039, 366, 1182)
article-paragraph: The brig Ziska, with part cargo from Poohoe for Sydney, was towed to sea by the tug Geelong early this morning. (17, 567, 184, 584)
article-paragraph: Every article of the best brands, at prices defying competition. (377, 68, 523, 85)
money-advanced-label: MONEY ADVANCED (241, 659, 320, 667)
whiting-line: Ex Bebington, 30 cases Whiting. (220, 1182, 341, 1190)
news-paragraph: Lady readers will be interested in the following, taken from the Auckland Evening Star:—"Among the curiosities of our social statistics we observe that in home marriages in the district of Auckland are increasing, and becoming very popular among the people. Thirty-one of these marriages have been solemnised during the quarter ending September 30. The young marriageable ladies, we understand, are favorable to trying the matrimonial knot by hymen's fireside, apart from the vulgar gaze of the multitude, who amuse themselves in their looking at the happy couples as such as on such beautiful occasions." (678, 34, 821, 139)
news-paragraph: The following telegram differs materially from what the Press Agency telegraphed the other day from the Bluff:—"The Admiralty Court has confirmed the decree of the Spanish steamer Saraida in pay £24 000 to the owners of the Scotland on account of the collision at Dungeness. The pay of the Meridian is appointed to take place in December." (534, 927, 667, 998)
article-paragraph: Upon Gold and Silver Watches, Diamonds, Jewellery, Plate, Furniture, Sewing Machines, Firearms, Books, Clothing, and all other descriptions of Personal Property. (195, 669, 366, 695)
paterson-heading: PATERSON AND M'LEOD, (212, 1006, 349, 1017)
goods-item: Condensed Milk (195, 1172, 241, 1180)
article-paragraph: June, for Moeraki, early. Lady Agnes, for New York, early. Maori, for Lyttelton, Nov. 25. Peter Denny, for London, early. Pretty Jane, for Port Molyneux, Nov. 25. Rangatira, for Northern Ports, Nov. 25. Rangatira, for Oamaru, Nov. 25. Albion, for Melbourne, Nov. 27. Tauranga, for Greymouth, early. Wanganui, for Bluff, Nov. 26. (17, 445, 184, 497)
tide-heads: Heads 6.3 p.m. (17, 80, 58, 88)
article-paragraph: TEA—Special value in 2lb Boxes, 2s 6d per lb. (383, 111, 513, 119)
carpet-item: Kidder (all wool) (195, 950, 243, 958)
goods-item: Biscuits, dessert and ratafia (195, 1154, 270, 1162)
post-office-dateline: Chief Post Office, Dunedin, Nov. 24, 1873. (195, 608, 313, 616)
news-paragraph: The Faugh-a-Ballagh lays down the course to be adopted in the most direct and uncompromising fashion. There is to be a Hibernian Dublin instead of a Lord-Lieutenant. The potentate is to be virtually a Suzerain within the nominal title of King, under, while confirmed in his appointment by the Queen, he must also undergo a protective, which is, will possess a right to establish diplomatic relations with foreign powers, and will be entitled to confer or 'hereditary ranks and titles. When this ruler has been, Mikado does, he succeeds or is to be elected by the people. We ourselves are to inaugurate the reign of our Suzerain by paying an enormous tribute into his coffers. "The three millions are being levied under the provisions of Lord Clarendon's Bribery or Place Bill, to bribe the members of the Irish Parliament to vote for the union by which, it is to be proposed, with compound interest." Here is where another modest stipulation to be imposed on us:—"As the military defence of the empire will mainly devolve upon Ireland, one-fifth of the military and civil service appointments of India and the Colonies, &c., are to be placed by the Cabinet of England at the command of the Cabinet of Ireland." These are a few of the gems of political wisdom and foresight which are to be culled from the prelude to the Faugh-a-Ballagh." (832, 601, 971, 849)
column-editorial (371, 34, 528, 1514)
page-header (12, 6, 1102, 30)
